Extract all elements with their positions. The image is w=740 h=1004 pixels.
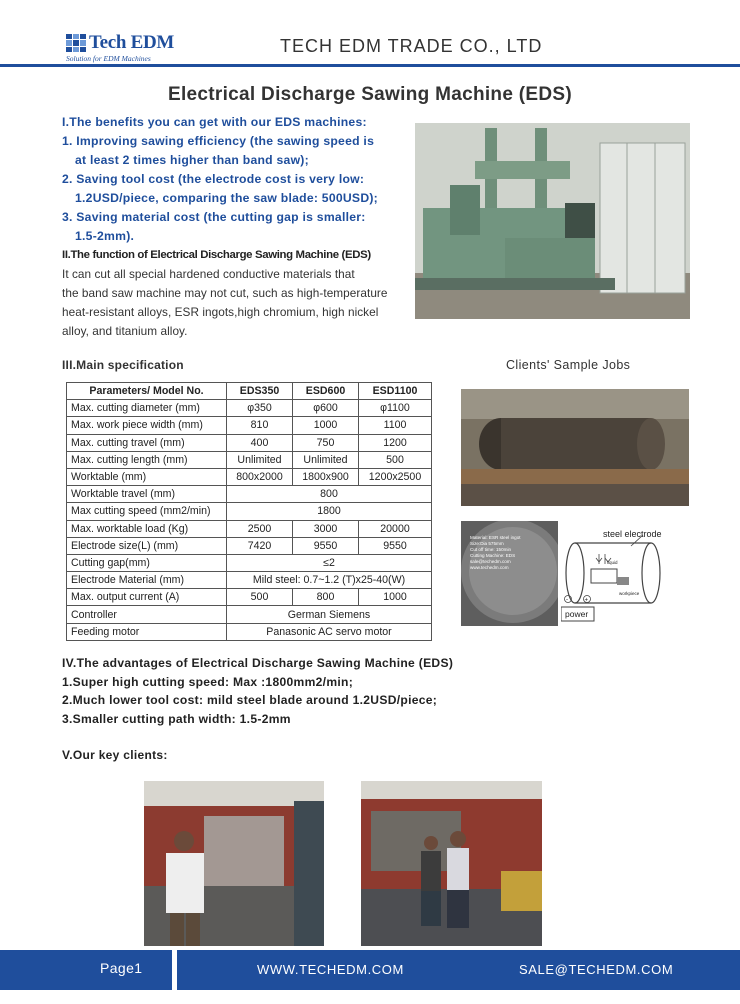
table-cell: Max. work piece width (mm) [67, 417, 227, 434]
diagram-label-minus: - [566, 597, 568, 603]
footer-website: WWW.TECHEDM.COM [257, 962, 404, 977]
table-cell: 500 [359, 451, 432, 468]
document-title: Electrical Discharge Sawing Machine (EDS) [167, 84, 573, 105]
footer-divider [172, 950, 177, 990]
table-cell: 1000 [359, 589, 432, 606]
table-row [67, 451, 432, 468]
table-cell: Worktable travel (mm) [67, 486, 227, 503]
client-photo-illustration [144, 781, 324, 946]
caption-line: www.techedm.com [470, 565, 509, 570]
page-footer [0, 950, 740, 990]
table-cell: Controller [67, 606, 227, 623]
table-cell: 1100 [359, 417, 432, 434]
function-line: It can cut all special hardened conductive materials that [62, 267, 355, 281]
table-cell: Feeding motor [67, 623, 227, 640]
table-cell: Max. cutting diameter (mm) [67, 400, 227, 417]
function-line: heat-resistant alloys, ESR ingots,high chromium, high nickel [62, 305, 379, 319]
sample-cut-photo [461, 521, 558, 626]
table-row [67, 417, 432, 434]
table-row [67, 468, 432, 485]
logo-text: Tech EDM [89, 32, 175, 53]
benefit-line: 2. Saving tool cost (the electrode cost is very low: [62, 172, 365, 186]
table-row [67, 486, 432, 503]
diagram-label-plus: + [584, 597, 589, 604]
table-cell: 9550 [293, 537, 359, 554]
table-cell: ≤2 [227, 554, 432, 571]
diagram-label-liquid: liquid [607, 560, 618, 565]
logo-tagline: Solution for EDM Machines [66, 54, 151, 63]
table-cell: 1200 [359, 434, 432, 451]
table-cell: 1800 [227, 503, 432, 520]
spec-heading: III.Main specification [62, 358, 184, 372]
function-heading: II.The function of Electrical Discharge Sawing Machine (EDS) [62, 249, 371, 261]
header-divider [0, 64, 740, 67]
table-cell: Max. worktable load (Kg) [67, 520, 227, 537]
benefit-line: at least 2 times higher than band saw); [75, 153, 309, 167]
table-cell: 810 [227, 417, 293, 434]
table-cell: German Siemens [227, 606, 432, 623]
table-cell: φ600 [293, 400, 359, 417]
advantage-item: 1.Super high cutting speed: Max :1800mm2/min; [62, 674, 354, 689]
diagram-label-workpiece: workpiece [619, 591, 640, 596]
company-logo [66, 32, 174, 63]
page-number: Page1 [100, 960, 143, 976]
table-cell: 800 [293, 589, 359, 606]
table-cell: Unlimited [293, 451, 359, 468]
table-cell: 800 [227, 486, 432, 503]
table-row [67, 434, 432, 451]
benefit-line: 1.5-2mm). [75, 229, 135, 243]
client-photo [361, 781, 542, 946]
table-cell: 400 [227, 434, 293, 451]
advantages-heading: IV.The advantages of Electrical Discharge Sawing Machine (EDS) [62, 656, 454, 670]
benefits-heading: I.The benefits you can get with our EDS machines: [62, 115, 367, 129]
company-name: TECH EDM TRADE CO., LTD [280, 36, 543, 56]
function-line: the band saw machine may not cut, such as high-temperature [62, 286, 388, 300]
diagram-illustration [561, 521, 690, 626]
table-cell: Electrode size(L) (mm) [67, 537, 227, 554]
table-cell: Worktable (mm) [67, 468, 227, 485]
benefit-line: 3. Saving material cost (the cutting gap is smaller: [62, 210, 366, 224]
caption-line: Cutting Machine: EDS [470, 553, 516, 558]
table-cell: 750 [293, 434, 359, 451]
table-row [67, 606, 432, 623]
table-row [67, 589, 432, 606]
benefit-line: 1. Improving sawing efficiency (the sawing speed is [62, 134, 375, 148]
column-header: EDS350 [227, 383, 293, 400]
table-row [67, 400, 432, 417]
table-cell: Panasonic AC servo motor [227, 623, 432, 640]
table-row [67, 520, 432, 537]
column-header: ESD1100 [359, 383, 432, 400]
table-cell: Max. cutting travel (mm) [67, 434, 227, 451]
table-cell: φ350 [227, 400, 293, 417]
caption-line: sale@techedm.com [470, 559, 511, 564]
table-row [67, 503, 432, 520]
table-cell: Max cutting speed (mm2/min) [67, 503, 227, 520]
table-row [67, 554, 432, 571]
cut-surface-illustration [461, 521, 558, 626]
table-cell: 1000 [293, 417, 359, 434]
table-cell: 7420 [227, 537, 293, 554]
client-photo [144, 781, 324, 946]
table-cell: 3000 [293, 520, 359, 537]
sample-ingot-photo [461, 389, 689, 506]
spec-table [66, 382, 432, 641]
column-header: ESD600 [293, 383, 359, 400]
diagram-label-electrode: steel electrode [603, 529, 662, 539]
advantages-section [62, 654, 682, 728]
advantage-item: 2.Much lower tool cost: mild steel blade around 1.2USD/piece; [62, 693, 438, 707]
key-clients-heading: V.Our key clients: [62, 748, 168, 762]
table-cell: 20000 [359, 520, 432, 537]
ingot-illustration [461, 389, 689, 506]
electrode-diagram [561, 521, 690, 626]
client-photo-illustration [361, 781, 542, 946]
column-header: Parameters/ Model No. [67, 383, 227, 400]
footer-email: SALE@TECHEDM.COM [519, 962, 674, 977]
table-cell: Max. cutting length (mm) [67, 451, 227, 468]
table-row [67, 537, 432, 554]
table-cell: 9550 [359, 537, 432, 554]
caption-line: Size:Dia 575mm [470, 541, 504, 546]
table-cell: Electrode Material (mm) [67, 572, 227, 589]
table-cell: 800x2000 [227, 468, 293, 485]
page-header [0, 0, 740, 68]
benefit-line: 1.2USD/piece, comparing the saw blade: 500USD); [75, 191, 378, 205]
caption-line: Cut off time: 150min [470, 547, 512, 552]
table-cell: 2500 [227, 520, 293, 537]
function-line: alloy, and titanium alloy. [62, 324, 188, 338]
benefits-section [62, 113, 407, 341]
table-cell: 1200x2500 [359, 468, 432, 485]
table-cell: Mild steel: 0.7~1.2 (T)x25-40(W) [227, 572, 432, 589]
table-header-row [67, 383, 432, 400]
logo-icon [66, 34, 86, 52]
table-cell: φ1100 [359, 400, 432, 417]
sample-jobs-heading: Clients' Sample Jobs [506, 358, 631, 372]
machine-illustration [415, 123, 690, 319]
table-row [67, 623, 432, 640]
table-cell: Unlimited [227, 451, 293, 468]
table-row [67, 572, 432, 589]
machine-photo [415, 123, 690, 319]
table-cell: 1800x900 [293, 468, 359, 485]
table-cell: Max. output current (A) [67, 589, 227, 606]
table-cell: Cutting gap(mm) [67, 554, 227, 571]
caption-line: Material: ESR steel ingot [470, 535, 521, 540]
advantage-item: 3.Smaller cutting path width: 1.5-2mm [62, 711, 291, 726]
table-cell: 500 [227, 589, 293, 606]
diagram-label-power: power [565, 609, 589, 619]
